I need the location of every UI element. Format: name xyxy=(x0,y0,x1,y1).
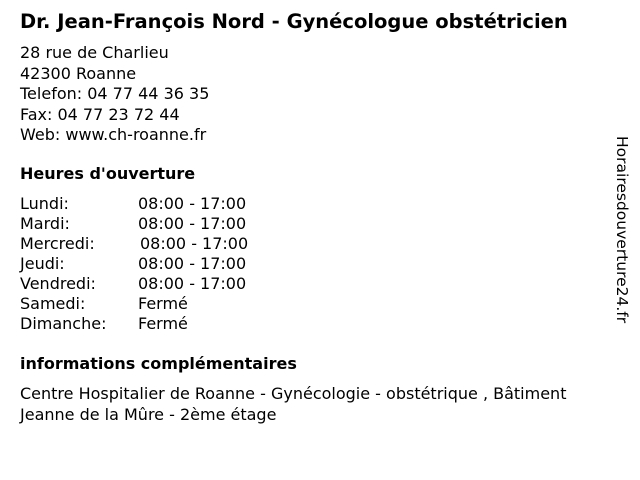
website: Web: www.ch-roanne.fr xyxy=(20,125,207,144)
site-brand-vertical: Horairesdouverture24.fr xyxy=(613,136,631,324)
hours-day: Samedi: xyxy=(20,294,86,313)
hours-time: 08:00 - 17:00 xyxy=(138,194,247,213)
hours-time: 08:00 - 17:00 xyxy=(138,274,247,293)
hours-day: Vendredi: xyxy=(20,274,96,293)
hours-day: Lundi: xyxy=(20,194,69,213)
hours-time: 08:00 - 17:00 xyxy=(138,254,247,273)
hours-day: Mercredi: xyxy=(20,234,95,253)
additional-info-heading: informations complémentaires xyxy=(20,354,297,373)
fax-number: Fax: 04 77 23 72 44 xyxy=(20,104,180,124)
address-street: 28 rue de Charlieu xyxy=(20,43,169,62)
hours-day: Dimanche: xyxy=(20,314,107,333)
opening-hours-heading: Heures d'ouverture xyxy=(20,164,196,183)
hours-day: Jeudi: xyxy=(20,254,65,273)
hours-time: Fermé xyxy=(138,294,188,313)
address-city: 42300 Roanne xyxy=(20,63,137,83)
additional-info-text: Centre Hospitalier de Roanne - Gynécologie - obstétrique , Bâtiment Jeanne de la Mûre - 2ème étage xyxy=(20,384,567,424)
hours-time: Fermé xyxy=(138,314,188,333)
hours-time: 08:00 - 17:00 xyxy=(140,234,249,253)
hours-day: Mardi: xyxy=(20,214,70,233)
page-title: Dr. Jean-François Nord - Gynécologue obstétricien xyxy=(20,10,568,33)
phone-number: Telefon: 04 77 44 36 35 xyxy=(20,84,210,103)
address-block xyxy=(20,43,209,146)
hours-time: 08:00 - 17:00 xyxy=(138,214,247,233)
